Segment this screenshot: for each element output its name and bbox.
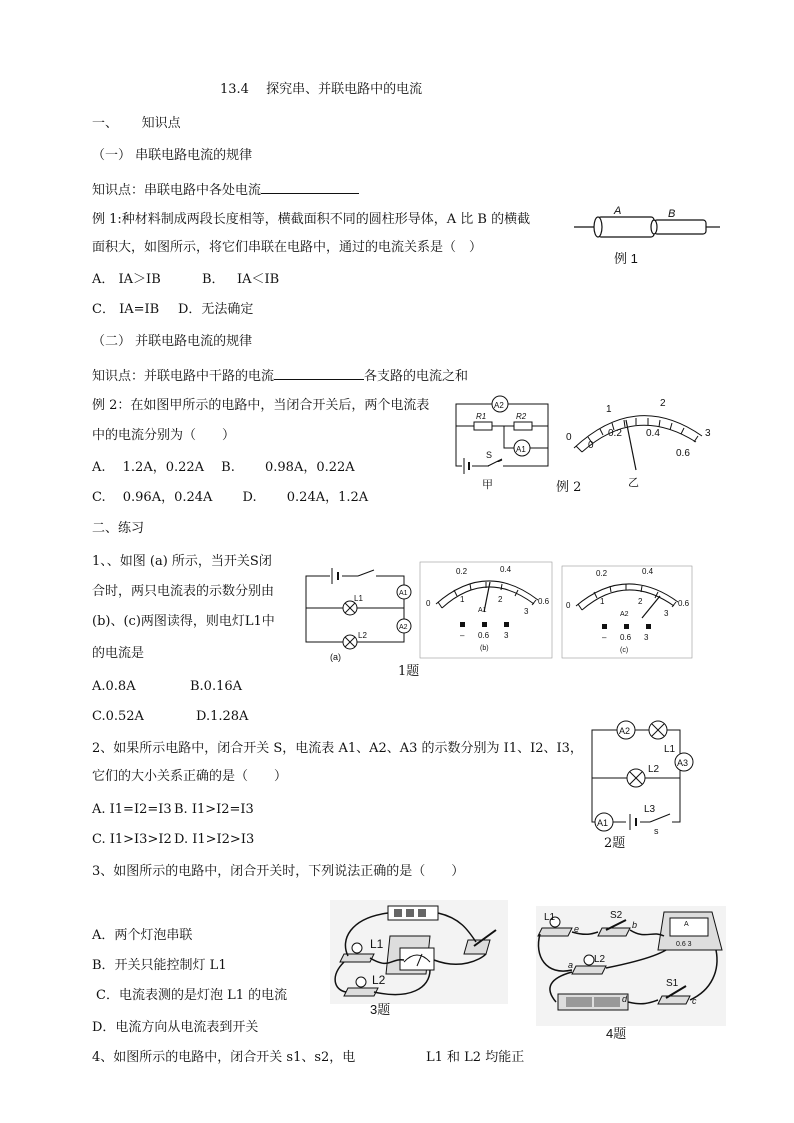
question-1-caption: 1题 <box>398 664 420 679</box>
scale-top-0: 0 <box>566 432 572 443</box>
lamp-l3-label: L3 <box>644 804 656 815</box>
section-heading-1: 一、 知识点 <box>92 116 181 131</box>
subsection-heading-2: （二） 并联电路电流的规律 <box>92 334 253 349</box>
question-4-line-1a: 4、如图所示的电路中，闭合开关 s1、s2，电 <box>92 1050 356 1065</box>
question-2-option-c: C. I1>I3>I2 <box>92 832 172 847</box>
lamp-l1-label: L1 <box>354 594 363 603</box>
meter-c-scale-1: 1 <box>600 597 605 606</box>
switch-s-label: S <box>486 450 493 460</box>
scale-bot-2: 0.4 <box>646 428 660 439</box>
switch-s-label: s <box>654 826 659 836</box>
lamp-l2-label: L2 <box>372 973 386 987</box>
lamp-l2-base <box>572 966 606 974</box>
ammeter-a1-label: A1 <box>516 445 526 454</box>
question-1-circuit-a <box>300 566 412 662</box>
lamp-l2-label: L2 <box>358 631 367 640</box>
question-2-caption: 2题 <box>604 836 626 851</box>
scale-bot-0: 0 <box>588 440 594 451</box>
figure-b-label: (b) <box>480 645 489 652</box>
question-4-line-1b: L1 和 L2 均能正 <box>426 1050 525 1065</box>
meter-b-scale-0: 0 <box>426 599 431 608</box>
question-1-option-b: B.0.16A <box>190 679 243 694</box>
point-e: e <box>574 924 580 934</box>
example-1-line-1: 例 1:种材料制成两段长度相等，横截面积不同的圆柱形导体，A 比 B 的横截 <box>92 212 531 227</box>
meter-b-term-neg: – <box>460 631 465 640</box>
meter-c-label: A2 <box>620 611 629 618</box>
example-1-option-d: D．无法确定 <box>178 302 254 317</box>
lamp-l1-base <box>538 928 572 936</box>
scale-bot-3: 0.6 <box>676 448 690 459</box>
lamp-l2-label: L2 <box>648 764 660 775</box>
meter-b-scale-02: 0.2 <box>456 567 468 576</box>
knowledge-point-2: 知识点：并联电路中干路的电流 各支路的电流之和 <box>92 366 468 385</box>
ammeter-label: A <box>684 921 689 928</box>
point-c: c <box>692 996 697 1006</box>
meter-b-term-06: 0.6 <box>478 631 490 640</box>
figure-jia-label: 甲 <box>482 479 493 491</box>
switch-s2-label: S2 <box>610 910 623 921</box>
ammeter-a1-label: A1 <box>597 818 609 828</box>
example-1-option-c: C． IA=IB <box>92 302 160 317</box>
meter-c-scale-02: 0.2 <box>596 569 608 578</box>
lamp-l1-base <box>340 954 374 962</box>
meter-b-label: A1 <box>478 607 487 614</box>
example-2-line-1: 例 2：在如图甲所示的电路中，当闭合开关后，两个电流表 <box>92 398 430 413</box>
question-1-option-a: A.0.8A <box>92 679 136 694</box>
example-1-option-b: B． IA＜IB <box>202 272 280 287</box>
question-3-option-a: A．两个灯泡串联 <box>92 928 193 943</box>
meter-c-term-neg: – <box>602 633 607 642</box>
lamp-l1-label: L1 <box>544 912 556 923</box>
meter-c-term-06: 0.6 <box>620 633 632 642</box>
meter-c-scale-2: 2 <box>638 597 643 606</box>
meter-b-scale-3: 3 <box>524 607 529 616</box>
lamp-l1-label: L1 <box>664 744 676 755</box>
meter-c-scale-06: 0.6 <box>678 599 690 608</box>
question-1-line-1: 1、、如图 (a) 所示，当开关S闭 <box>92 554 272 569</box>
label-b: B <box>668 208 676 220</box>
example-2-caption: 例 2 <box>556 480 582 495</box>
resistor-r1 <box>474 422 492 430</box>
lamp-l2-label: L2 <box>594 954 606 965</box>
dial-needle <box>626 420 636 470</box>
ammeter-a2-label: A2 <box>619 726 631 736</box>
point-d: d <box>622 994 628 1004</box>
figure-a-label: (a) <box>330 652 341 662</box>
answer-blank-1 <box>261 180 359 194</box>
resistor-r1-label: R1 <box>476 412 487 421</box>
knowledge-point-1: 知识点：串联电路中各处电流 <box>92 180 359 199</box>
example-1-option-a: A． IA＞IB <box>92 272 161 287</box>
example-2-options-cd: C. 0.96A，0.24A D. 0.24A，1.2A <box>92 490 369 505</box>
ammeter-a1-label: A1 <box>399 590 408 597</box>
switch-s2-base <box>598 928 630 936</box>
page-title: 13.4 探究串、并联电路中的电流 <box>220 82 423 97</box>
switch-s1-label: S1 <box>666 978 679 989</box>
question-2-line-2: 它们的大小关系正确的是（ ） <box>92 769 288 784</box>
question-1-option-c: C.0.52A <box>92 709 144 724</box>
question-2-line-1: 2、如果所示电路中，闭合开关 S，电流表 A1、A2、A3 的示数分别为 I1、I2、I3， <box>92 741 583 756</box>
meter-c-scale-04: 0.4 <box>642 567 654 576</box>
question-3-option-b: B．开关只能控制灯 L1 <box>92 958 227 973</box>
example-1-caption: 例 1 <box>614 251 638 266</box>
ammeter-a2-label: A2 <box>494 401 504 410</box>
switch-s1-base <box>658 996 690 1004</box>
example-1-figure <box>570 205 720 275</box>
question-3-figure <box>330 900 508 1018</box>
meter-c-scale-0: 0 <box>566 601 571 610</box>
question-2-option-d: D. I1>I2>I3 <box>174 832 255 847</box>
figure-yi-label: 乙 <box>628 477 639 489</box>
question-1-meter-b <box>420 562 552 662</box>
subsection-heading-1: （一） 串联电路电流的规律 <box>92 148 253 163</box>
scale-top-1: 1 <box>606 404 612 415</box>
figure-c-label: (c) <box>620 647 629 654</box>
conductor-b <box>654 220 706 234</box>
needle-c <box>642 596 660 618</box>
resistor-r2-label: R2 <box>516 412 527 421</box>
meter-b-scale-06: 0.6 <box>538 597 550 606</box>
ammeter <box>400 948 434 970</box>
section-heading-2: 二、练习 <box>92 521 145 536</box>
scale-top-3: 3 <box>705 428 711 439</box>
ammeter-terminals: 0.6 3 <box>676 941 692 948</box>
point-b: b <box>632 920 638 930</box>
question-1-line-3: (b)、(c)两图读得，则电灯L1中 <box>92 614 275 629</box>
ammeter-a3-label: A3 <box>677 758 689 768</box>
scale-bot-1: 0.2 <box>608 428 622 439</box>
example-2-ammeter-dial <box>560 396 720 496</box>
ammeter-a2-label: A2 <box>399 624 408 631</box>
question-3-caption: 3题 <box>370 1002 391 1017</box>
lamp-l1-label: L1 <box>370 937 384 951</box>
point-a: a <box>568 960 574 970</box>
question-1-meter-c <box>562 566 694 662</box>
switch-base <box>464 940 490 954</box>
example-2-line-2: 中的电流分别为（ ） <box>92 428 236 443</box>
question-3-line-1: 3、如图所示的电路中，闭合开关时，下列说法正确的是（ ） <box>92 864 465 879</box>
question-1-line-2: 合时，两只电流表的示数分别由 <box>92 584 275 599</box>
question-2-circuit <box>586 716 698 834</box>
scale-top-2: 2 <box>660 398 666 409</box>
meter-c-scale-3: 3 <box>664 609 669 618</box>
question-1-option-d: D.1.28A <box>196 709 249 724</box>
question-3-option-c: C．电流表测的是灯泡 L1 的电流 <box>96 988 288 1003</box>
resistor-r2 <box>514 422 532 430</box>
question-4-figure <box>536 906 726 1042</box>
label-a: A <box>614 205 622 217</box>
question-4-caption: 4题 <box>606 1026 627 1041</box>
question-3-option-d: D．电流方向从电流表到开关 <box>92 1020 259 1035</box>
meter-b-scale-2: 2 <box>498 595 503 604</box>
example-2-circuit <box>448 392 558 492</box>
question-1-line-4: 的电流是 <box>92 646 145 661</box>
meter-c-term-3: 3 <box>644 633 649 642</box>
question-2-option-a: A. I1=I2=I3 <box>92 802 172 817</box>
lamp-l2-base <box>344 988 378 996</box>
question-2-option-b: B. I1>I2=I3 <box>174 802 254 817</box>
meter-b-scale-1: 1 <box>460 595 465 604</box>
example-2-options-ab: A. 1.2A，0.22A B. 0.98A，0.22A <box>92 460 355 475</box>
meter-b-scale-04: 0.4 <box>500 565 512 574</box>
answer-blank-2 <box>274 366 364 380</box>
meter-b-term-3: 3 <box>504 631 509 640</box>
conductor-a <box>598 217 654 237</box>
example-1-line-2: 面积大，如图所示，将它们串联在电路中，通过的电流关系是（ ） <box>92 240 483 255</box>
